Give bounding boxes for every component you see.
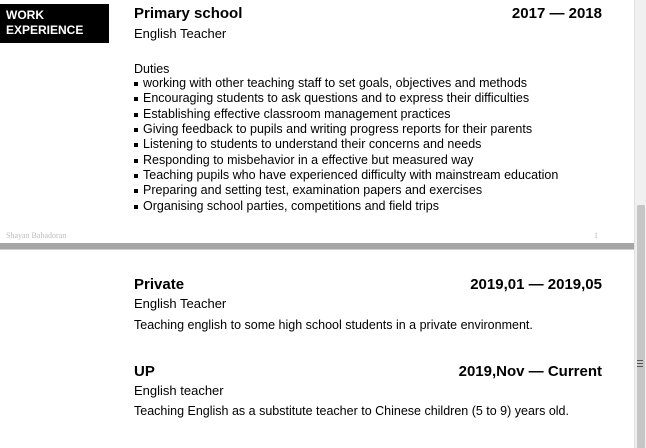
job-title: Primary school <box>134 5 243 22</box>
duties-list <box>134 76 558 214</box>
duty-item: Giving feedback to pupils and writing progress reports for their parents <box>134 122 558 137</box>
scroll-grip-icon[interactable] <box>637 360 643 370</box>
duty-item: working with other teaching staff to set goals, objectives and methods <box>134 76 558 91</box>
job-dates: 2017 — 2018 <box>511 5 602 22</box>
job-title: Private <box>134 276 185 293</box>
duty-item: Organising school parties, competitions and field trips <box>134 199 558 214</box>
job-role: English teacher <box>134 383 224 398</box>
duty-item: Establishing effective classroom management practices <box>134 107 558 122</box>
footer-author-name: Shayan Bahadoran <box>6 231 67 240</box>
scrollbar-thumb[interactable] <box>637 205 645 448</box>
job-dates: 2019,01 — 2019,05 <box>470 276 602 293</box>
job-dates: 2019,Nov — Current <box>458 363 602 380</box>
section-heading-line-1: WORK <box>6 8 44 22</box>
duty-item: Preparing and setting test, examination papers and exercises <box>134 183 558 198</box>
job-title: UP <box>134 363 155 380</box>
duty-item: Teaching pupils who have experienced difficulty with mainstream education <box>134 168 558 183</box>
vertical-scrollbar[interactable] <box>634 0 646 448</box>
section-heading-line-2: EXPERIENCE <box>6 23 84 37</box>
job-role: English Teacher <box>134 296 227 311</box>
page-top-edge <box>0 249 634 250</box>
duties-label: Duties <box>134 62 170 76</box>
job-description: Teaching english to some high school students in a private environment. <box>134 318 533 332</box>
footer-page-number: 1 <box>594 231 598 240</box>
duty-item: Encouraging students to ask questions and to express their difficulties <box>134 91 558 106</box>
duty-item: Responding to misbehavior in a effective but measured way <box>134 153 558 168</box>
job-description: Teaching English as a substitute teacher to Chinese children (5 to 9) years old. <box>134 404 569 418</box>
job-role: English Teacher <box>134 26 227 41</box>
section-heading-work-experience <box>0 4 109 43</box>
duty-item: Listening to students to understand their concerns and needs <box>134 137 558 152</box>
